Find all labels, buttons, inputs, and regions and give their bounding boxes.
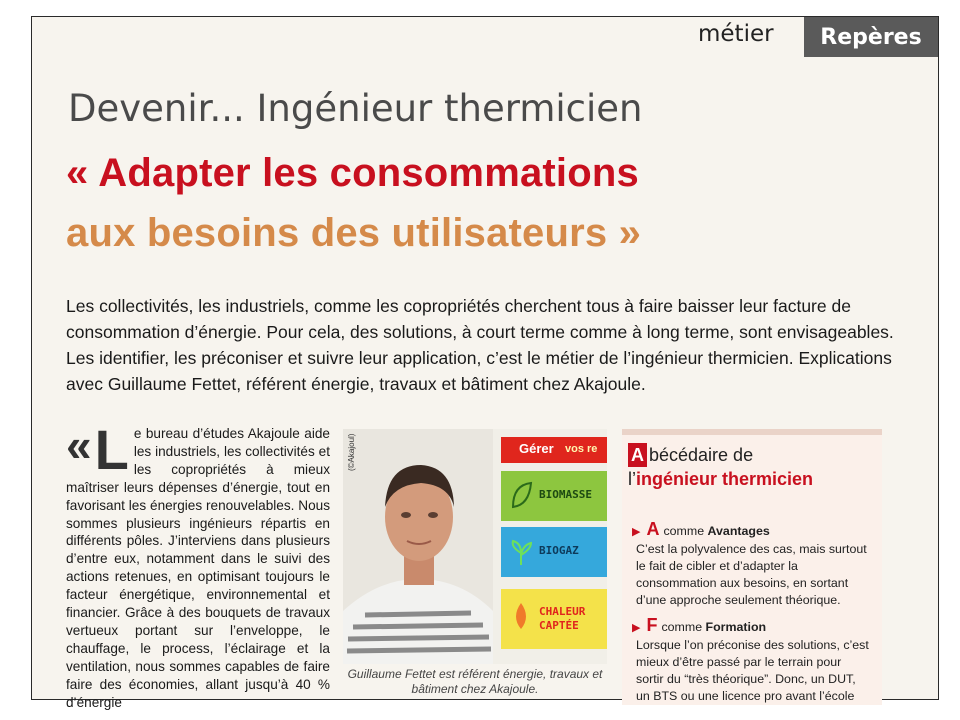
headline-line-2: aux besoins des utilisateurs » (66, 211, 642, 255)
heat-tile: CHALEUR CAPTÉE (501, 589, 607, 649)
magazine-page (31, 16, 939, 710)
headline-line-1: « Adapter les consommations (66, 151, 639, 195)
opening-quote: « (66, 419, 92, 471)
person-illustration (343, 429, 493, 664)
energy-panel (493, 429, 607, 664)
biomass-tile: BIOMASSE (501, 471, 607, 521)
body-column (66, 418, 330, 712)
glossary-title: A bécédaire de l’ingénieur thermicien (628, 445, 814, 489)
kicker: Devenir... Ingénieur thermicien (68, 87, 643, 130)
panel-header: Gérer vos re (501, 437, 607, 463)
triangle-bullet-icon: ▶ (632, 526, 641, 538)
portrait-photo (343, 429, 607, 664)
glossary-item: ▶ A comme Avantages C’est la polyvalence des cas, mais surtout le fait de cibler et d’adapter la consommation aux besoins, en sortant d’une approche seulement théorique. (632, 521, 872, 609)
drop-cap: L (94, 418, 129, 481)
plant-icon (507, 533, 537, 573)
section-label: métier (698, 21, 774, 47)
photo-credit: (©Akajoul) (347, 433, 356, 471)
biogas-tile: BIOGAZ (501, 527, 607, 577)
glossary-item-text: C’est la polyvalence des cas, mais surtout le fait de cibler et d’adapter la consommation aux besoins, en sortant d’une approche seulement théorique. (636, 542, 867, 607)
drop-icon (507, 599, 537, 639)
leaf-icon (507, 477, 537, 517)
section-tab: Repères (804, 17, 938, 57)
glossary-item-text: Lorsque l’on préconise des solutions, c’est mieux d’être passé par le terrain pour sortir du “très théorique”. Donc, un DUT, un BTS ou une licence pro avant l’école (636, 638, 869, 703)
standfirst: Les collectivités, les industriels, comme les copropriétés cherchent tous à faire baisser leur facture de consommation d’énergie. Pour cela, des solutions, à court terme comme à long terme, sont envisageables. Les identifier, les préconiser et suivre leur application, c’est le métier de l’ingénieur thermicien. Explications avec Guillaume Fettet, référent énergie, travaux et bâtiment chez Akajoule. (66, 296, 894, 394)
triangle-bullet-icon: ▶ (632, 622, 641, 634)
body-text: e bureau d’études Akajoule aide les industriels, les collectivités et les copropriétés à mieux maîtriser leurs dépenses d’énergie, tout en favorisant les énergies renouvelables. Nous sommes plusieurs ingénieurs répartis en différents pôles. J’interviens dans plusieurs d’entre eux, notamment dans le suivi des actions retenues, en optimisant toujours le facteur énergétique, environnemental et financier. Grâce à des bouquets de travaux vertueux portant sur l’enveloppe, le chauffage, le process, l’éclairage et la ventilation, nous sommes capables de faire faire des économies, allant jusqu’à 40 % d’énergie (66, 426, 330, 710)
glossary-item: ▶ F comme Formation Lorsque l’on préconise des solutions, c’est mieux d’être passé par le terrain pour sortir du “très théorique”. Donc, un DUT, un BTS ou une licence pro avant l’école (632, 617, 872, 705)
photo-caption: Guillaume Fettet est référent énergie, travaux et bâtiment chez Akajoule. (347, 667, 603, 696)
glossary-box (622, 429, 882, 705)
